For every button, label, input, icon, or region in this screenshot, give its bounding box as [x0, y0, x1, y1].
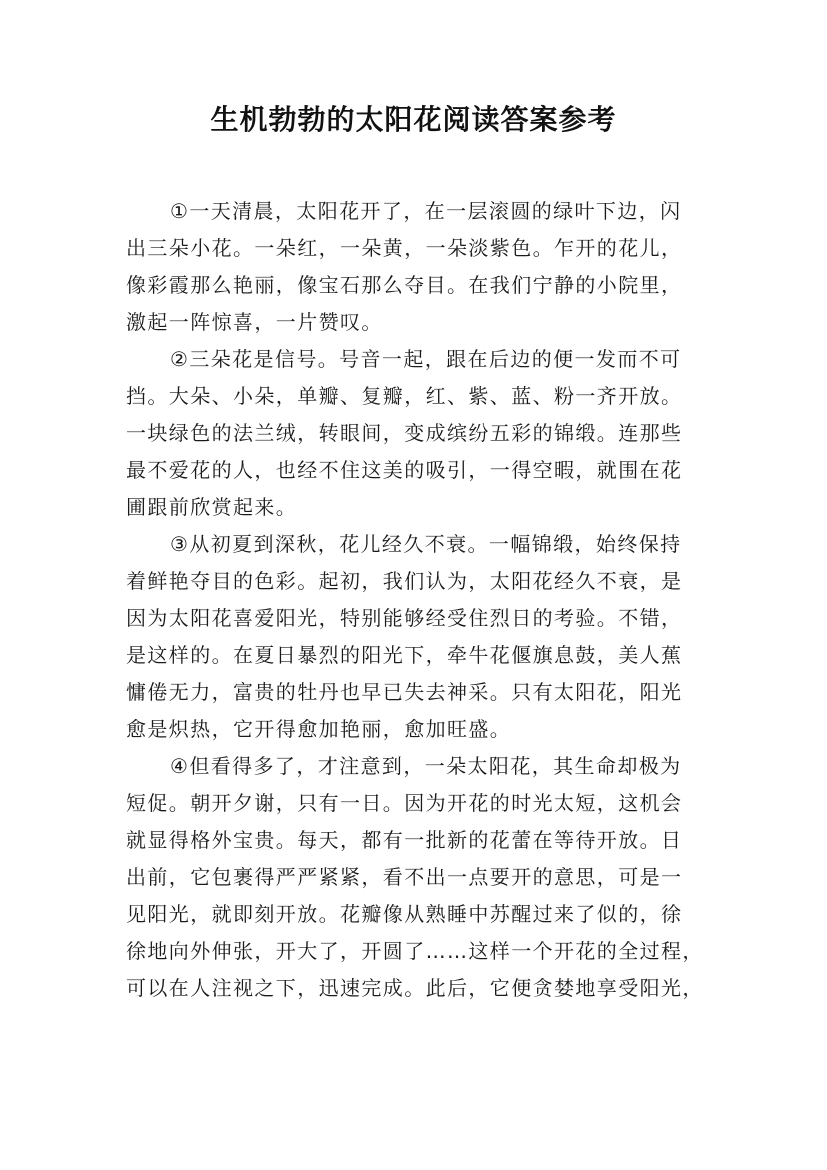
- text-line: 短促。朝开夕谢，只有一日。因为开花的时光太短，这机会: [126, 791, 683, 815]
- text-line: 激起一阵惊喜，一片赞叹。: [126, 310, 383, 334]
- text-line: 是这样的。在夏日暴烈的阳光下，牵牛花偃旗息鼓，美人蕉: [126, 643, 683, 667]
- text-line: 出三朵小花。一朵红，一朵黄，一朵淡紫色。乍开的花儿，: [126, 236, 683, 260]
- text-line: 愈是炽热，它开得愈加艳丽，愈加旺盛。: [126, 717, 512, 741]
- text-line: 一块绿色的法兰绒，转眼间，变成缤纷五彩的锦缎。连那些: [126, 421, 683, 445]
- text-line: 着鲜艳夺目的色彩。起初，我们认为，太阳花经久不衰，是: [126, 569, 683, 593]
- text-line: 像彩霞那么艳丽，像宝石那么夺目。在我们宁静的小院里，: [126, 273, 683, 297]
- paragraph-2: [126, 341, 708, 526]
- paragraph-4: [126, 748, 708, 1007]
- text-line: ③从初夏到深秋，花儿经久不衰。一幅锦缎，始终保持: [170, 532, 682, 556]
- text-line: 就显得格外宝贵。每天，都有一批新的花蕾在等待开放。日: [126, 828, 683, 852]
- text-line: 可以在人注视之下，迅速完成。此后，它便贪婪地享受阳光，: [126, 976, 704, 1000]
- paragraph-1: [126, 193, 708, 341]
- article-body: [126, 193, 708, 1007]
- text-line: 因为太阳花喜爱阳光，特别能够经受住烈日的考验。不错，: [126, 606, 683, 630]
- text-line: 最不爱花的人，也经不住这美的吸引，一得空暇，就围在花: [126, 458, 683, 482]
- text-line: 见阳光，就即刻开放。花瓣像从熟睡中苏醒过来了似的，徐: [126, 902, 683, 926]
- text-line: 徐地向外伸张，开大了，开圆了……这样一个开花的全过程，: [126, 939, 704, 963]
- text-line: 圃跟前欣赏起来。: [126, 495, 298, 519]
- document-title: 生机勃勃的太阳花阅读答案参考: [210, 103, 617, 136]
- text-line: 挡。大朵、小朵，单瓣、复瓣，红、紫、蓝、粉一齐开放。: [126, 384, 683, 408]
- text-line: 出前，它包裹得严严紧紧，看不出一点要开的意思，可是一: [126, 865, 683, 889]
- text-line: ④但看得多了，才注意到，一朵太阳花，其生命却极为: [170, 754, 682, 778]
- text-line: 慵倦无力，富贵的牡丹也早已失去神采。只有太阳花，阳光: [126, 680, 683, 704]
- paragraph-3: [126, 526, 708, 748]
- text-line: ①一天清晨，太阳花开了，在一层滚圆的绿叶下边，闪: [170, 199, 682, 223]
- text-line: ②三朵花是信号。号音一起，跟在后边的便一发而不可: [170, 347, 682, 371]
